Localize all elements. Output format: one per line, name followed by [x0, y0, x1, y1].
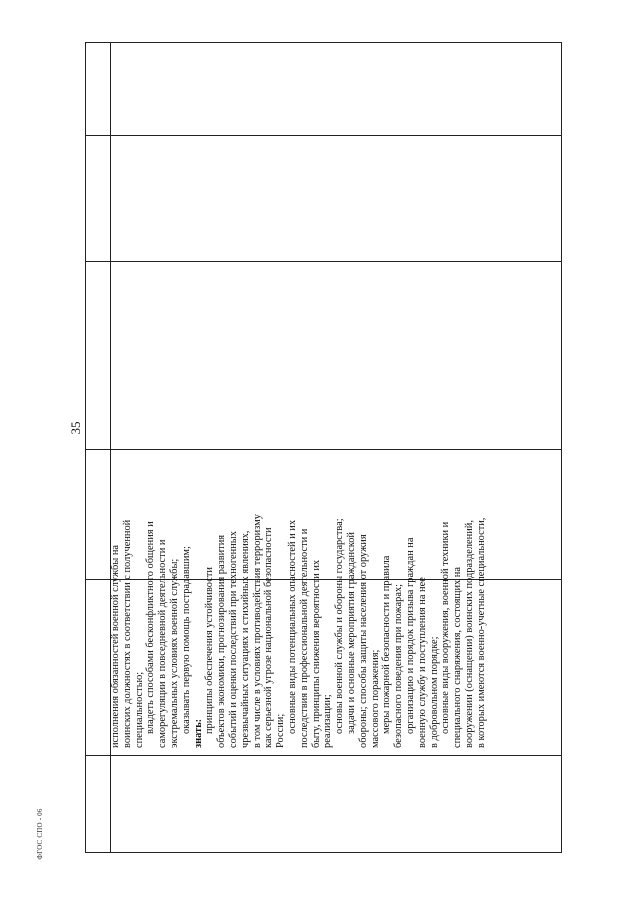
text-line: безопасного поведения при пожарах;: [393, 583, 405, 748]
text-line: экстремальных условиях военной службы;: [168, 558, 180, 748]
text-line: специальностью;: [133, 671, 145, 748]
text-line: организацию и порядок призыва граждан на: [404, 537, 416, 734]
text-line: исполнения обязанностей военной службы на: [110, 544, 121, 748]
text-line: основные виды потенциальных опасностей и их: [286, 519, 298, 734]
footer-document-code: ФГОС СПО - 06: [36, 808, 44, 860]
text-line: специального снаряжения, состоящих на: [452, 567, 464, 748]
section-heading: знать:: [192, 718, 204, 748]
text-line: в которых имеются военно-учетные специальности,: [475, 517, 487, 748]
text-line: последствия в профессиональной деятельности и: [298, 528, 310, 748]
text-line: объектов экономики, прогнозирования развития: [216, 534, 228, 748]
text-line: быту, принципы снижения вероятности их: [310, 559, 322, 748]
text-line: в добровольном порядке;: [428, 636, 440, 748]
table-row-divider: [86, 755, 561, 756]
text-line: меры пожарной безопасности и правила: [381, 555, 393, 734]
text-line: основы военной службы и обороны государства;: [334, 518, 346, 734]
text-line: вооружении (оснащении) воинских подразделений,: [463, 520, 475, 748]
text-line: чрезвычайных ситуациях и стихийных явлениях,: [239, 530, 251, 748]
text-line: воинских должностях в соответствии с полученной: [121, 519, 133, 748]
text-line: России;: [275, 713, 287, 748]
cell-text-block: [110, 42, 562, 754]
text-line: как серьезной угрозе национальной безопасности: [263, 527, 275, 748]
text-line: саморегуляции в повседневной деятельности и: [157, 539, 169, 748]
text-line: задачи и основные мероприятия гражданской: [345, 532, 357, 734]
text-line: принципы обеспечения устойчивости: [204, 567, 216, 734]
table-cell-competencies: [110, 42, 562, 754]
text-line: основные виды вооружения, военной техники и: [440, 521, 452, 734]
text-line: массового поражения;: [369, 649, 381, 748]
text-line: военную службу и поступления на нее: [416, 577, 428, 748]
text-line: реализации;: [322, 694, 334, 748]
text-line: событий и оценки последствий при техногенных: [227, 531, 239, 748]
text-line: в том числе в условиях противодействия терроризму: [251, 514, 263, 748]
text-line: владеть способами бесконфликтного общения и: [145, 521, 157, 734]
text-line: обороны; способы защиты населения от оружия: [357, 534, 369, 748]
page-number: 35: [68, 421, 83, 435]
text-line: оказывать первую помощь пострадавшим;: [180, 546, 192, 734]
